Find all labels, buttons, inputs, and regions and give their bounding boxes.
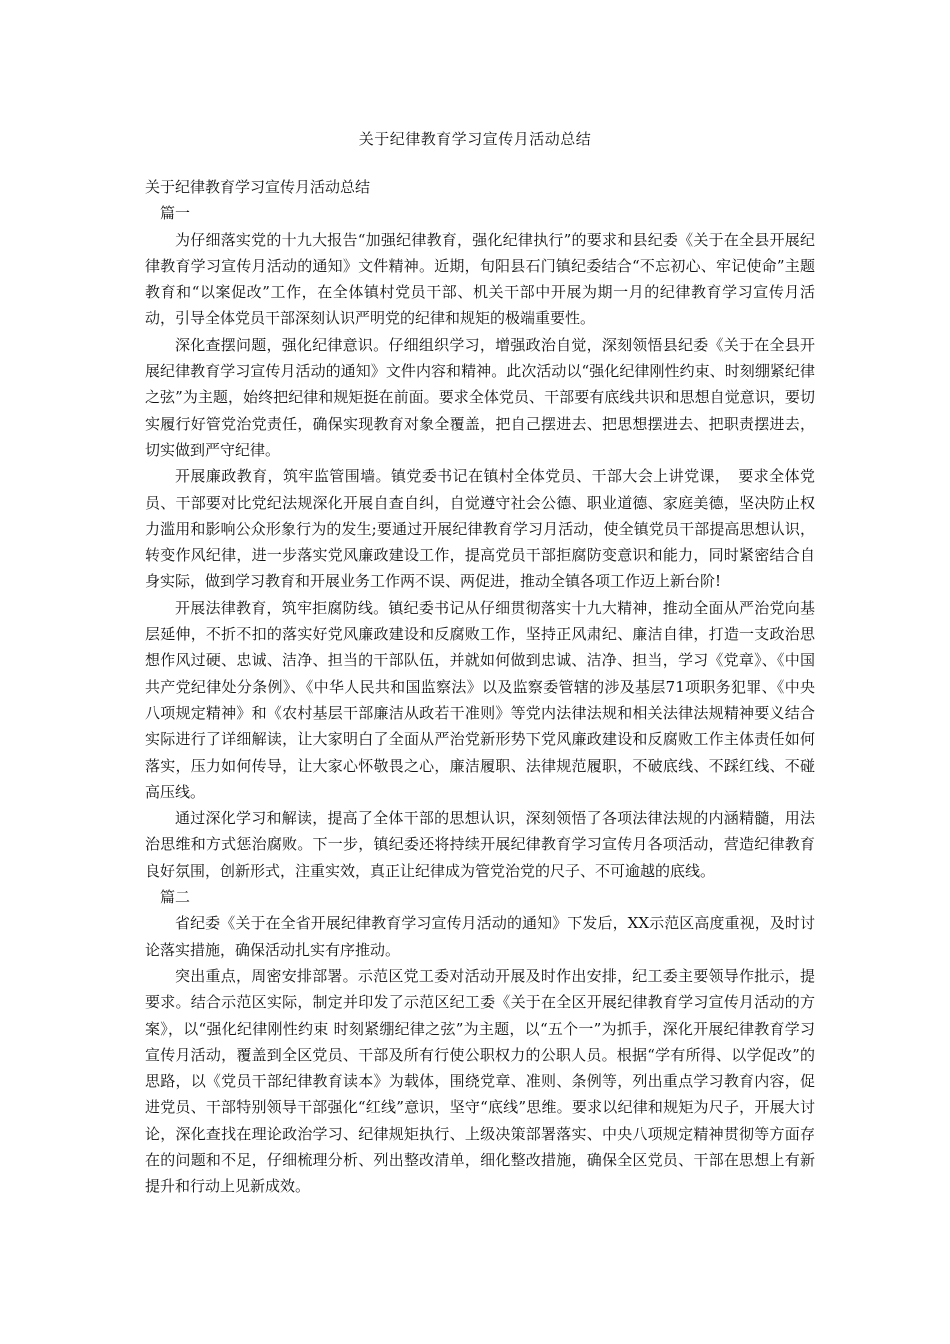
paragraph: 为仔细落实党的十九大报告“加强纪律教育，强化纪律执行”的要求和县纪委《关于在全县开展纪律教育学习宣传月活动的通知》文件精神。近期，旬阳县石门镇纪委结合“不忘初心、牢记使命”主题教育和“以案促改”工作，在全体镇村党员干部、机关干部中开展为期一月的纪律教育学习宣传月活动，引导全体党员干部深刻认识严明党的纪律和规矩的极端重要性。: [145, 230, 815, 328]
document-body: [145, 174, 815, 1200]
section-label-2: 篇二: [160, 888, 191, 907]
paragraph: 突出重点，周密安排部署。示范区党工委对活动开展及时作出安排，纪工委主要领导作批示，提要求。结合示范区实际，制定并印发了示范区纪工委《关于在全区开展纪律教育学习宣传月活动的方案》，以“强化纪律刚性约束 时刻紧绷纪律之弦”为主题，以“五个一”为抓手，深化开展纪律教育学习宣传月活动，覆盖到全区党员、干部及所有行使公职权力的公职人员。根据“学有所得、以学促改”的思路，以《党员干部纪律教育读本》为载体，围绕党章、准则、条例等，列出重点学习教育内容，促进党员、干部特别领导干部强化“红线”意识，坚守“底线”思维。要求以纪律和规矩为尺子，开展大讨论，深化查找在理论政治学习、纪律规矩执行、上级决策部署落实、中央八项规定精神贯彻等方面存在的问题和不足，仔细梳理分析、列出整改清单，细化整改措施，确保全区党员、干部在思想上有新提升和行动上见新成效。: [145, 966, 815, 1196]
paragraph: 开展法律教育，筑牢拒腐防线。镇纪委书记从仔细贯彻落实十九大精神，推动全面从严治党向基层延伸，不折不扣的落实好党风廉政建设和反腐败工作，坚持正风肃纪、廉洁自律，打造一支政治思想作风过硬、忠诚、洁净、担当的干部队伍，并就如何做到忠诚、洁净、担当，学习《党章》、《中国共产党纪律处分条例》、《中华人民共和国监察法》以及监察委管辖的涉及基层71项职务犯罪、《中央八项规定精神》和《农村基层干部廉洁从政若干准则》等党内法律法规和相关法律法规精神要义结合实际进行了详细解读，让大家明白了全面从严治党新形势下党风廉政建设和反腐败工作主体责任如何落实，压力如何传导，让大家心怀敬畏之心，廉洁履职、法律规范履职，不破底线、不踩红线、不碰高压线。: [145, 598, 815, 801]
section-label-1: 篇一: [160, 204, 191, 223]
paragraph: 省纪委《关于在全省开展纪律教育学习宣传月活动的通知》下发后，XX示范区高度重视，及时讨论落实措施，确保活动扎实有序推动。: [145, 914, 815, 959]
document-title: 关于纪律教育学习宣传月活动总结: [358, 130, 592, 148]
document-subtitle: 关于纪律教育学习宣传月活动总结: [145, 178, 371, 196]
paragraph: 深化查摆问题，强化纪律意识。仔细组织学习，增强政治自觉，深刻领悟县纪委《关于在全县开展纪律教育学习宣传月活动的通知》文件内容和精神。此次活动以“强化纪律刚性约束、时刻绷紧纪律之弦”为主题，始终把纪律和规矩挺在前面。要求全体党员、干部要有底线共识和思想自觉意识，要切实履行好管党治党责任，确保实现教育对象全覆盖，把自己摆进去、把思想摆进去、把职责摆进去，切实做到严守纪律。: [145, 335, 815, 459]
paragraph: 开展廉政教育，筑牢监管围墙。镇党委书记在镇村全体党员、干部大会上讲党课， 要求全体党员、干部要对比党纪法规深化开展自查自纠，自觉遵守社会公德、职业道德、家庭美德，坚决防止权力滥用和影响公众形象行为的发生;要通过开展纪律教育学习月活动，使全镇党员干部提高思想认识，转变作风纪律，进一步落实党风廉政建设工作，提高党员干部拒腐防变意识和能力，同时紧密结合自身实际，做到学习教育和开展业务工作两不误、两促进，推动全镇各项工作迈上新台阶!: [145, 467, 815, 591]
paragraph: 通过深化学习和解读，提高了全体干部的思想认识，深刻领悟了各项法律法规的内涵精髓，用法治思维和方式惩治腐败。下一步，镇纪委还将持续开展纪律教育学习宣传月各项活动，营造纪律教育良好氛围，创新形式，注重实效，真正让纪律成为管党治党的尺子、不可逾越的底线。: [145, 809, 815, 880]
